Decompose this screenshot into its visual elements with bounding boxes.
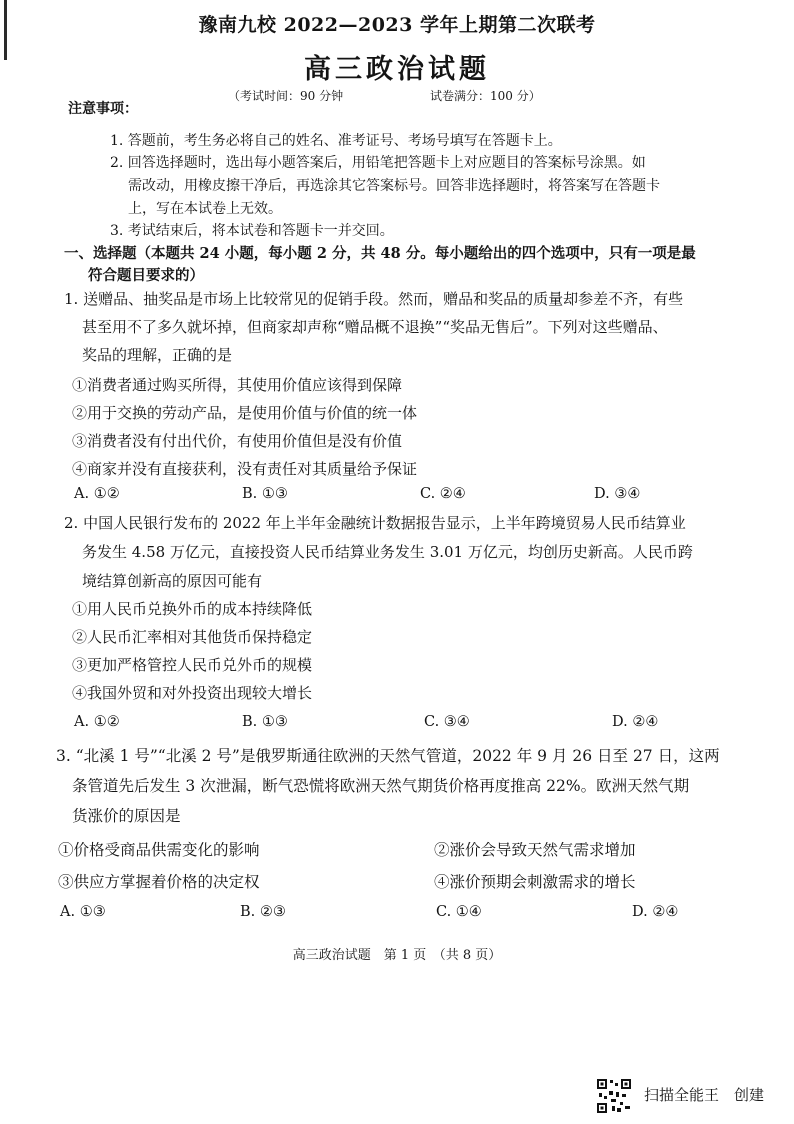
question-3-statement: ①价格受商品供需变化的影响 <box>58 841 260 859</box>
question-1-statement: ①消费者通过购买所得，其使用价值应该得到保障 <box>72 376 403 394</box>
question-2-statement: ④我国外贸和对外投资出现较大增长 <box>72 684 313 702</box>
question-2-choice-d: D. ②④ <box>612 714 659 730</box>
qr-code-icon <box>596 1078 632 1114</box>
question-3-line: 货涨价的原因是 <box>72 807 181 825</box>
note-line: 需改动，用橡皮擦干净后，再选涂其它答案标号。回答非选择题时，将答案写在答题卡 <box>128 178 660 194</box>
scanner-watermark: 扫描全能王 创建 <box>644 1086 765 1104</box>
question-2-choice-c: C. ③④ <box>424 714 470 730</box>
question-3-choice-b: B. ②③ <box>240 904 286 920</box>
section-heading: 一、选择题（本题共 24 小题，每小题 2 分，共 48 分。每小题给出的四个选项中，只有一项是最 <box>64 245 696 262</box>
section-heading-cont: 符合题目要求的） <box>88 267 204 284</box>
question-1-line: 1. 送赠品、抽奖品是市场上比较常见的促销手段。然而，赠品和奖品的质量却参差不齐，有些 <box>64 290 684 308</box>
note-line: 1. 答题前，考生务必将自己的姓名、准考证号、考场号填写在答题卡上。 <box>110 133 562 149</box>
question-1-choice-c: C. ②④ <box>420 486 466 502</box>
question-1-choice-d: D. ③④ <box>594 486 641 502</box>
time-note: （考试时间：90 分钟 <box>228 89 344 103</box>
question-2-statement: ①用人民币兑换外币的成本持续降低 <box>72 600 313 618</box>
page-footer: 高三政治试题 第 1 页 （共 8 页） <box>292 948 502 963</box>
question-1-statement: ②用于交换的劳动产品，是使用价值与价值的统一体 <box>72 404 418 422</box>
question-2-line: 境结算创新高的原因可能有 <box>82 572 263 590</box>
question-1-statement: ③消费者没有付出代价，有使用价值但是没有价值 <box>72 432 403 450</box>
question-1-choice-a: A. ①② <box>74 486 120 502</box>
question-3-choice-a: A. ①③ <box>60 904 106 920</box>
note-line: 上，写在本试卷上无效。 <box>128 201 282 217</box>
question-3-line: 3. “北溪 1 号”“北溪 2 号”是俄罗斯通往欧洲的天然气管道，2022 年 9 月 26 日至 27 日，这两 <box>56 747 720 765</box>
score-note: 试卷满分：100 分） <box>430 89 541 103</box>
question-2-line: 务发生 4.58 万亿元，直接投资人民币结算业务发生 3.01 万亿元，均创历史新高。人民币跨 <box>82 543 693 561</box>
subject-title: 高三政治试题 <box>304 54 490 85</box>
question-1-choice-b: B. ①③ <box>242 486 288 502</box>
question-2-choice-b: B. ①③ <box>242 714 288 730</box>
question-2-statement: ③更加严格管控人民币兑外币的规模 <box>72 656 313 674</box>
notes-heading: 注意事项： <box>68 101 138 117</box>
question-1-line: 甚至用不了多久就坏掉，但商家却声称“赠品概不退换”“奖品无售后”。下列对这些赠品、 <box>82 318 668 336</box>
note-line: 2. 回答选择题时，选出每小题答案后，用铅笔把答题卡上对应题目的答案标号涂黑。如 <box>110 155 646 171</box>
question-1-statement: ④商家并没有直接获利，没有责任对其质量给予保证 <box>72 460 418 478</box>
question-3-statement: ③供应方掌握着价格的决定权 <box>58 873 260 891</box>
question-3-choice-d: D. ②④ <box>632 904 679 920</box>
question-3-line: 条管道先后发生 3 次泄漏，断气恐慌将欧洲天然气期货价格再度推高 22%。欧洲天然气期 <box>72 777 690 795</box>
question-2-statement: ②人民币汇率相对其他货币保持稳定 <box>72 628 313 646</box>
exam-title: 豫南九校 2022—2023 学年上期第二次联考 <box>198 14 596 36</box>
question-3-statement: ②涨价会导致天然气需求增加 <box>434 841 636 859</box>
question-3-statement: ④涨价预期会刺激需求的增长 <box>434 873 636 891</box>
question-2-line: 2. 中国人民银行发布的 2022 年上半年金融统计数据报告显示，上半年跨境贸易人民币结算业 <box>64 514 686 532</box>
question-3-choice-c: C. ①④ <box>436 904 482 920</box>
question-1-line: 奖品的理解，正确的是 <box>82 346 233 364</box>
question-2-choice-a: A. ①② <box>74 714 120 730</box>
note-line: 3. 考试结束后，将本试卷和答题卡一并交回。 <box>110 223 394 239</box>
